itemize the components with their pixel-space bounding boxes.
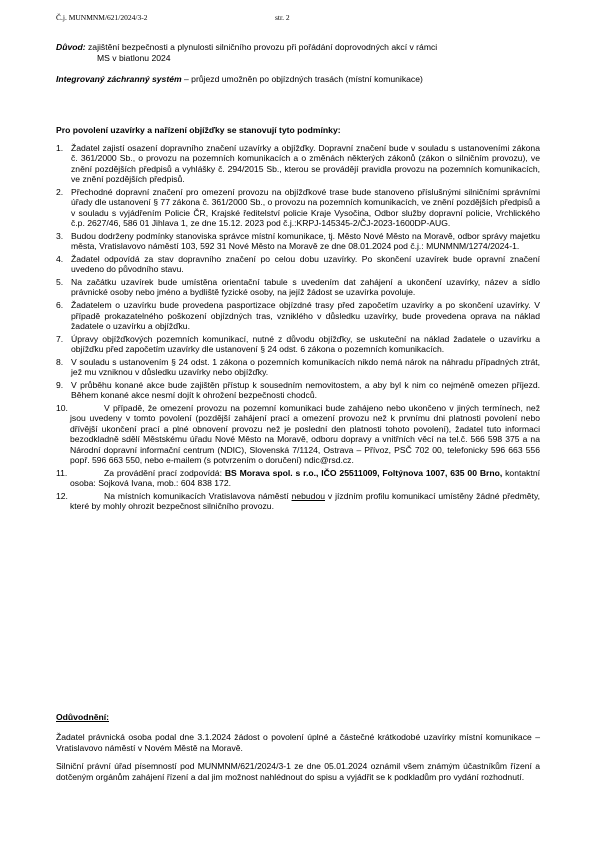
duvod-text-2: MS v biatlonu 2024: [97, 53, 171, 64]
page-number: str. 2: [275, 13, 290, 22]
oduvodneni-section: [56, 712, 540, 789]
izs-line: [56, 74, 540, 85]
condition-item: 7. Úpravy objížďkových pozemních komunikací, nutné z důvodu objížďky, se uskuteční na náklad žadatele o uzavírku a objížďku před započetím uzavírky dle ustanovení § 24 odst. 6 zákona o pozemních komunikacích.: [56, 333, 540, 355]
izs-text: – průjezd umožněn po objízdných trasách (místní komunikace): [181, 74, 423, 84]
oduvodneni-paragraph: Silniční právní úřad písemností pod MUNMNM/621/2024/3-1 ze dne 05.01.2024 oznámil všem známým účastníkům řízení a dotčeným orgánům zahájení řízení a dal jim možnost nahlédnout do spisu a vyjádřit se k podkladům pro vydání rozhodnutí.: [56, 760, 540, 782]
condition-item: 2. Přechodné dopravní značení pro omezení provozu na objížďkové trase bude stanoveno příslušnými silničními správními úřady dle ustanovení § 77 zákona č. 361/2000 Sb., o provozu na pozemních komunikacích, ve znění pozdějších předpisů a v souladu s vyjádřením Policie ČR, Krajské ředitelství policie Kraje Vysočina, Odbor služby dopravní policie, Vrchlického č.p. 2627/46, 586 01 Jihlava 1, ze dne 15.12. 2023 pod č.j.:KRPJ-145345-2/ČJ-2023-1600DP-AUG.: [56, 186, 540, 229]
oduvodneni-heading: Odůvodnění:: [56, 712, 109, 722]
duvod-label: Důvod:: [56, 42, 86, 52]
condition-item: 10. V případě, že omezení provozu na pozemní komunikaci bude zahájeno nebo ukončeno v jiných termínech, než jsou uvedeny v tomto povolení (pozdější zahájení prací a omezení provozu než k prvnímu dni platnosti povolení nebo dřívější ukončení prací a plné obnovení provozu než je poslední den platnosti tohoto povolení), žadatel tuto informaci bezodkladně sdělí Městskému úřadu Nové Město na Moravě, odboru dopravy a vnitřních věcí na tel.č. 566 598 375 a na Národní dopravní informační centrum (NDIC), Slovenská 7/1124, Ostrava – Přívoz, PSČ 702 00, telefonicky 596 663 556 popř. 596 663 550, nebo e-mailem (s potvrzením o doručení) ndic@rsd.cz.: [56, 403, 540, 466]
duvod-text-1: zajištění bezpečnosti a plynulosti silničního provozu při pořádání doprovodných akcí v rámci: [88, 42, 438, 52]
condition-item: 3. Budou dodrženy podmínky stanoviska správce místní komunikace, tj. Město Nové Město na Moravě, odbor správy majetku města, Vratislavovo náměstí 103, 592 31 Nové Město na Moravě ze dne 08.01.2024 pod č.j.: MUNMNM/1274/2024-1.: [56, 230, 540, 252]
oduvodneni-paragraph: Žadatel právnická osoba podal dne 3.1.2024 žádost o povolení úplné a částečné krátkodobé uzavírky místní komunikace – Vratislavovo náměstí v Novém Městě na Moravě.: [56, 732, 540, 754]
condition-item: 11. Za provádění prací zodpovídá: BS Morava spol. s r.o., IČO 25511009, Foltýnova 1007, 635 00 Brno, kontaktní osoba: Sojková Ivana, mob.: 604 838 172.: [56, 467, 541, 489]
condition-item: 6. Žadatelem o uzavírku bude provedena pasportizace objízdné trasy před započetím uzavírky a po skončení uzavírky. V případě prokazatelného poškození objízdných tras, vzniklého v důsledku uzavírky, bude provedena oprava na náklad žadatele o uzavírku a objížďku.: [56, 300, 540, 331]
conditions-heading: Pro povolení uzavírky a nařízení objížďky se stanovují tyto podmínky:: [56, 125, 341, 135]
condition-item: 1. Žadatel zajistí osazení dopravního značení uzavírky a objížďky. Dopravní značení bude v souladu s ustanoveními zákona č. 361/2000 Sb., o provozu na pozemních komunikacích a o změnách některých zákonů (zákon o silničním provozu), ve znění pozdějších předpisů a vyhlášky č. 294/2015 Sb., kterou se provádějí pravidla provozu na pozemních komunikacích, ve znění pozdějších předpisů.: [56, 143, 540, 185]
contractor-name: BS Morava spol. s r.o., IČO 25511009, Foltýnova 1007, 635 00 Brno,: [224, 467, 503, 478]
condition-item: 5. Na začátku uzavírek bude umístěna orientační tabule s uvedením dat zahájení a ukončení uzavírky, název a sídlo právnické osoby nebo jméno a bydliště fyzické osoby, na jejíž žádost se uzavírka povoluje.: [56, 277, 540, 298]
condition-item: 9. V průběhu konané akce bude zajištěn přístup k sousedním nemovitostem, a aby byl k nim co nejméně omezen příjezd. Během konané akce nesmí dojít k ohrožení bezpečnosti chodců.: [56, 379, 540, 401]
document-reference: Č.j. MUNMNM/621/2024/3-2: [56, 13, 148, 22]
conditions-list: [56, 143, 540, 514]
condition-item: 8. V souladu s ustanovením § 24 odst. 1 zákona o pozemních komunikacích nikdo nemá nárok na náhradu případných ztrát, jež mu vzniknou v důsledku uzavírky nebo objížďky.: [56, 356, 540, 378]
duvod-section: [56, 42, 540, 64]
izs-label: Integrovaný záchranný systém: [56, 74, 182, 84]
condition-item: 4. Žadatel odpovídá za stav dopravního značení po celou dobu uzavírky. Po skončení uzavírek bude opravní značení uvedeno do původního stavu.: [56, 253, 540, 275]
condition-item: 12. Na místních komunikacích Vratislavova náměstí nebudou v jízdním profilu komunikací umístěny žádné předměty, které by mohly ohrozit bezpečnost silničního provozu.: [56, 490, 541, 512]
